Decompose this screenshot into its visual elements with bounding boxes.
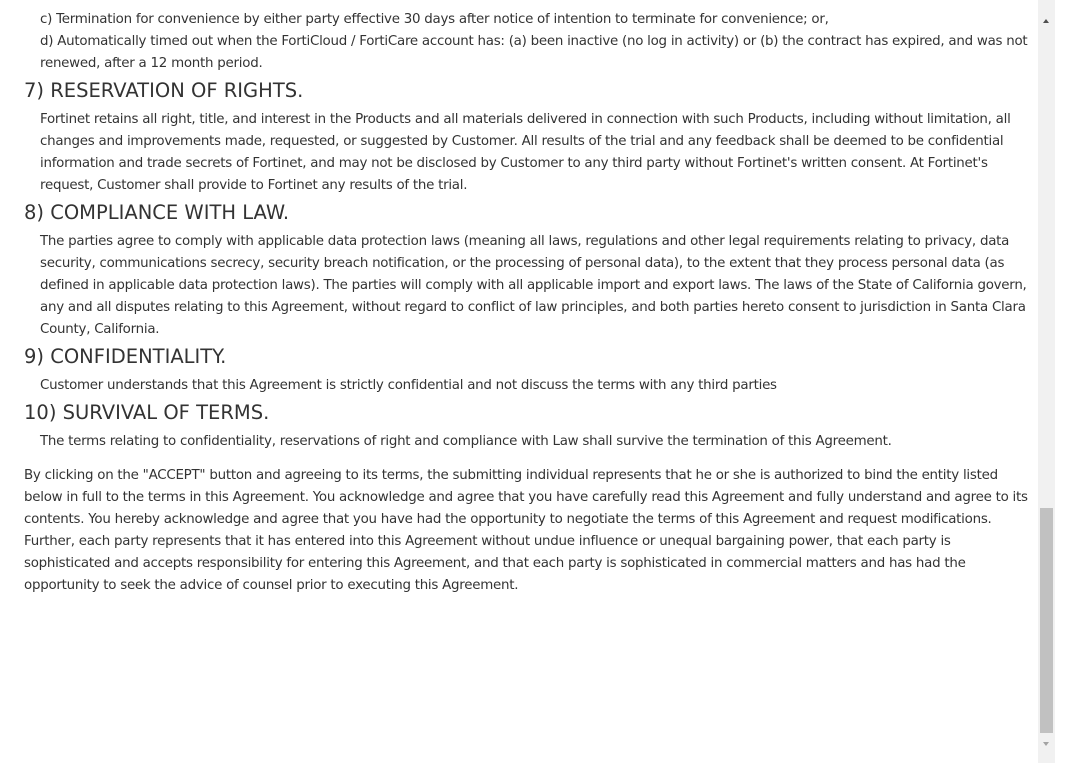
clause-c: c) Termination for convenience by either party effective 30 days after notice of intention to terminate for convenience; or, <box>40 12 829 27</box>
section-8-heading: 8) COMPLIANCE WITH LAW. <box>24 201 290 224</box>
acceptance-statement: By clicking on the "ACCEPT" button and agreeing to its terms, the submitting individual represents that he or she is authorized to bind the entity listed below in full to the terms in this Agreement. You acknowledge and agree that you have carefully read this Agreement and fully understand and agree to its contents. You hereby acknowledge and agree that you have had the opportunity to negotiate the terms of this Agreement and request modifications. Further, each party represents that it has entered into this Agreement without undue influence or unequal bargaining power, that each party is sophisticated and accepts responsibility for entering this Agreement, and that each party is sophisticated in commercial matters and has had the opportunity to seek the advice of counsel prior to executing this Agreement. <box>24 468 1028 593</box>
clause-d: d) Automatically timed out when the FortiCloud / FortiCare account has: (a) been inactive (no log in activity) or (b) the contract has expired, and was not renewed, after a 12 month period. <box>40 34 1028 71</box>
agreement-text <box>24 9 1036 597</box>
vertical-scrollbar[interactable] <box>1038 0 1055 763</box>
section-7-heading: 7) RESERVATION OF RIGHTS. <box>24 79 304 102</box>
scrollbar-thumb[interactable] <box>1040 508 1053 733</box>
section-9-body: Customer understands that this Agreement is strictly confidential and not discuss the terms with any third parties <box>40 378 777 393</box>
section-8-body: The parties agree to comply with applicable data protection laws (meaning all laws, regulations and other legal requirements relating to privacy, data security, communications secrecy, security breach notification, or the processing of personal data), to the extent that they process personal data (as defined in applicable data protection laws). The parties will comply with all applicable import and export laws. The laws of the State of California govern, any and all disputes relating to this Agreement, without regard to conflict of law principles, and both parties hereto consent to jurisdiction in Santa Clara County, California. <box>40 234 1027 337</box>
scroll-down-arrow-icon[interactable] <box>1038 736 1055 753</box>
section-9-heading: 9) CONFIDENTIALITY. <box>24 345 227 368</box>
section-10-heading: 10) SURVIVAL OF TERMS. <box>24 401 270 424</box>
section-10-body: The terms relating to confidentiality, reservations of right and compliance with Law shall survive the termination of this Agreement. <box>40 434 892 449</box>
section-7-body: Fortinet retains all right, title, and interest in the Products and all materials delivered in connection with such Products, including without limitation, all changes and improvements made, requested, or suggested by Customer. All results of the trial and any feedback shall be deemed to be confidential information and trade secrets of Fortinet, and may not be disclosed by Customer to any third party without Fortinet's written consent. At Fortinet's request, Customer shall provide to Fortinet any results of the trial. <box>40 112 1011 193</box>
scroll-up-arrow-icon[interactable] <box>1038 13 1055 30</box>
